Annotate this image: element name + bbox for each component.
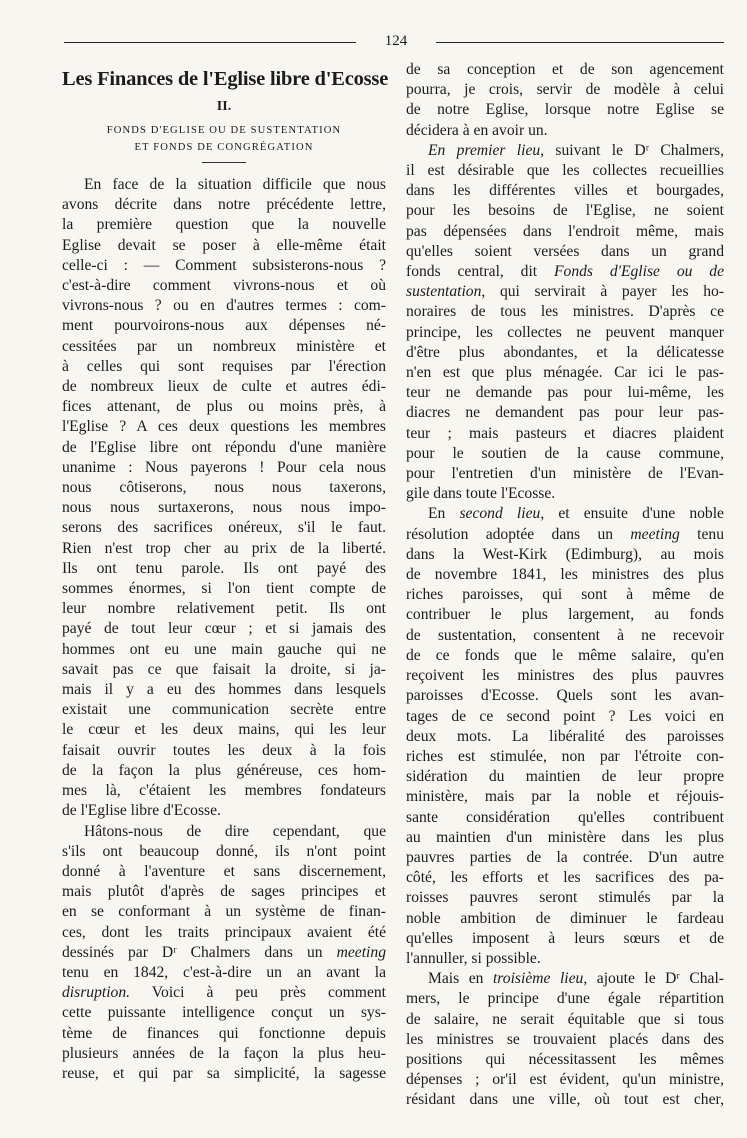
text-run: dessinés par Dʳ Chalmers dans un [62,943,337,961]
text-line: En face de la situation difficile que nous [84,176,386,193]
text-line: donné à l'aventure et sans discernement, [62,862,386,880]
text-run: résolution adoptée dans un [406,525,631,543]
text-line: celle-ci : — Comment subsisterons-nous ? [62,256,386,274]
text-line: de l'Eglise libre ont répondu d'une manière [62,438,386,456]
text-line: mais plutôt d'après de sages principes et [62,883,386,901]
text-run: , ajoute le Dʳ Chal- [583,970,724,988]
text-line: nous nous surtaxerons, nous nous impo- [62,499,386,517]
text-line: mes là, c'étaient les membres fondateurs [62,782,386,800]
text-line: mers, le principe d'une égale répartition [406,990,724,1008]
text-line: de ce fonds que le même salaire, qu'en [406,646,724,664]
text-line: côté, les efforts et les sacrifices des pa- [406,869,724,887]
text-run: tenu [679,525,724,543]
text-line: fices attenant, de plus ou moins près, à [62,398,386,416]
italic-term: En premier lieu [428,141,541,159]
text-line: serons des sacrifices onéreux, s'il le faut. [62,519,386,537]
text-line [406,282,724,302]
italic-term: Fonds d'Eglise ou de [554,263,724,281]
article-subtitle-line2: ET FONDS DE CONGRÉGATION [134,142,314,153]
text-line: il est désirable que les collectes recueillies [406,162,724,180]
text-line: de salaire, ne serait équitable que si tous [406,1010,724,1028]
text-run: , et ensuite d'une noble [540,505,724,523]
text-line: plusieurs années de la façon la plus heu- [62,1044,386,1062]
text-line: noble ambition de diminuer le fardeau [406,909,724,927]
header-rule-left [64,42,356,43]
text-line: deux mots. La libéralité des paroisses [406,727,724,745]
italic-term: disruption. [62,984,131,1002]
italic-term: troisième lieu [492,970,584,988]
text-line: reuse, et qui par sa simplicité, la sagesse [62,1064,386,1082]
text-line: tème de finances qui fonctionne depuis [62,1024,386,1042]
text-line: vivrons-nous ? ou en d'autres termes : com- [62,297,386,315]
text-line: de notre Eglise, lorsque notre Eglise se [406,101,724,119]
text-line [62,983,386,1003]
text-line: pour le soutien de la cause commune, [406,444,724,462]
text-line: pauvres parties de la contrée. D'un autre [406,848,724,866]
text-line [406,504,724,524]
text-run: En [428,505,460,523]
text-line: savait pas ce que faisait la droite, si ja- [62,660,386,678]
left-paragraph-1 [62,175,386,822]
left-column [62,60,389,1084]
article-title: Les Finances de l'Eglise libre d'Ecosse [62,68,389,90]
text-line [406,525,724,545]
text-line: gile dans toute l'Ecosse. [406,485,556,503]
text-line: de l'Eglise libre d'Ecosse. [62,802,221,820]
italic-term: meeting [336,943,386,961]
right-paragraph-2 [406,504,724,969]
text-line: riches est stimulée, non par l'étroite con- [406,747,724,765]
text-line: sommes énormes, si l'on tient compte de [62,580,386,598]
text-line: pas dépensées dans l'endroit même, mais [406,222,724,240]
text-line: n'en est que plus ménagée. Car ici le pas- [406,364,724,382]
text-line [406,141,724,161]
text-line: tenu en 1842, c'est-à-dire un an avant la [62,963,386,981]
right-paragraph-3 [406,969,724,1110]
text-line: noraires de tous les ministres. D'après ce [406,303,724,321]
text-line: en se conformant à un système de finan- [62,903,386,921]
text-line: cette puissante intelligence conçut un sys- [62,1004,386,1022]
text-line: l'annuller, si possible. [406,949,541,967]
left-paragraph-2 [62,822,386,1085]
page-header [64,32,724,52]
text-line: paroisses d'Ecosse. Quels sont les avan- [406,687,724,705]
text-line: avons décrite dans notre précédente lettre, [62,196,386,214]
text-line: dépenses ; or'il est évident, qu'un ministre, [406,1071,724,1089]
text-line: décidera à en avoir un. [406,121,548,139]
text-run: Mais en [428,970,493,988]
text-line: les ministres se trouvaient placés dans des [406,1030,724,1048]
text-line: cessitées par un nombreux ministère et [62,337,386,355]
text-line: ces, dont les traits principaux avaient été [62,923,386,941]
text-line: s'ils ont beaucoup donné, ils n'ont point [62,842,386,860]
text-line: Ils ont tenu parole. Ils ont payé des [62,559,386,577]
text-line: leur nombre relativement petit. Ils ont [62,600,386,618]
right-paragraph-0 [406,60,724,141]
text-line [406,969,724,989]
text-line: nous côtiserons, nous nous taxerons, [62,479,386,497]
text-run: , suivant le Dʳ Chalmers, [540,141,725,159]
text-line: Rien n'est trop cher au prix de la liberté. [62,539,386,557]
right-column [406,60,724,1111]
text-line: payé de tout leur cœur ; et si jamais des [62,620,386,638]
text-line: teur ne demande pas pour lui-même, les [406,384,724,402]
text-line [406,262,724,282]
text-line: d'être plus abondantes, et la délicatesse [406,343,724,361]
right-paragraph-1 [406,141,724,505]
italic-term: meeting [630,525,680,543]
text-line: unanime : Nous payerons ! Pour cela nous [62,458,386,476]
text-line: de nombreux lieux de culte et autres édi- [62,378,386,396]
text-line: contribuer le plus largement, au fonds [406,606,724,624]
text-line: dans les différentes villes et bourgades, [406,182,724,200]
text-line: c'est-à-dire comment vivrons-nous et où [62,277,386,295]
italic-term: sustentation [406,283,482,301]
text-line [62,943,386,963]
text-line: de sustentation, consentent à ne recevoir [406,626,724,644]
text-line: de sa conception et de son agencement [406,61,724,78]
text-line: existait une communication secrète entre [62,701,386,719]
text-line: la première question que la nouvelle [62,216,386,234]
article-subtitle-line1: FONDS D'EGLISE OU DE SUSTENTATION [106,125,342,136]
text-line: roisses pauvres seront stimulés par la [406,889,724,907]
text-line: sante considération qu'elles contribuent [406,808,724,826]
text-line: au maintien d'un ministère dans les plus [406,828,724,846]
text-line: à celles qui sont requises par l'érection [62,357,386,375]
text-line: diacres ne demandent pas pour leur pas- [406,404,724,422]
text-line: ment pourvoirons-nous aux dépenses né- [62,317,386,335]
text-line: faisait ouvrir toutes les deux à la fois [62,741,386,759]
text-line: qu'elles soient versées dans un grand [406,242,724,260]
text-line: dans la West-Kirk (Edimburg), au mois [406,545,724,563]
text-run: fonds central, dit [406,263,555,281]
text-line: Eglise devait se poser à elle-même était [62,236,386,254]
text-line: teur ; mais pasteurs et diacres plaident [406,424,724,442]
text-line: le cœur et les deux mains, qui les leur [62,721,386,739]
text-line: qu'elles imposent à leurs sœurs et de [406,929,724,947]
text-line: résidant dans une ville, où tout est cher, [406,1091,724,1109]
italic-term: second lieu [459,505,541,523]
text-line: Hâtons-nous de dire cependant, que [84,822,386,840]
section-number: II. [216,99,232,114]
text-run: , qui servirait à payer les ho- [481,283,724,301]
text-line: riches paroisses, qui sont à même de [406,586,724,604]
text-run: Voici à peu près comment [130,984,386,1002]
text-line: pour l'entretien d'un ministère de l'Evan- [406,465,724,483]
text-line: hommes ont eu une main gauche qui ne [62,640,386,658]
text-line: mais il y a eu des hommes dans lesquels [62,681,386,699]
text-line: de la façon la plus généreuse, ces hom- [62,761,386,779]
text-line: pourra, je crois, servir de modèle à celui [406,81,724,99]
text-line: ministère, mais par la noble et réjouis- [406,788,724,806]
page-number: 124 [384,33,408,49]
text-line: de novembre 1841, les ministres des plus [406,566,724,584]
header-rule-right [436,42,724,43]
text-line: reçoivent les ministres des plus pauvres [406,667,724,685]
text-line: l'Eglise ? A ces deux questions les membres [62,418,386,436]
text-line: pour les besoins de l'Eglise, ne soient [406,202,724,220]
text-line: tages de ce second point ? Les voici en [406,707,724,725]
text-line: positions qui nécessitassent les mêmes [406,1050,724,1068]
text-line: sidération du maintien de leur propre [406,768,724,786]
title-separator [202,162,246,163]
text-line: principe, les collectes ne peuvent manquer [406,323,724,341]
